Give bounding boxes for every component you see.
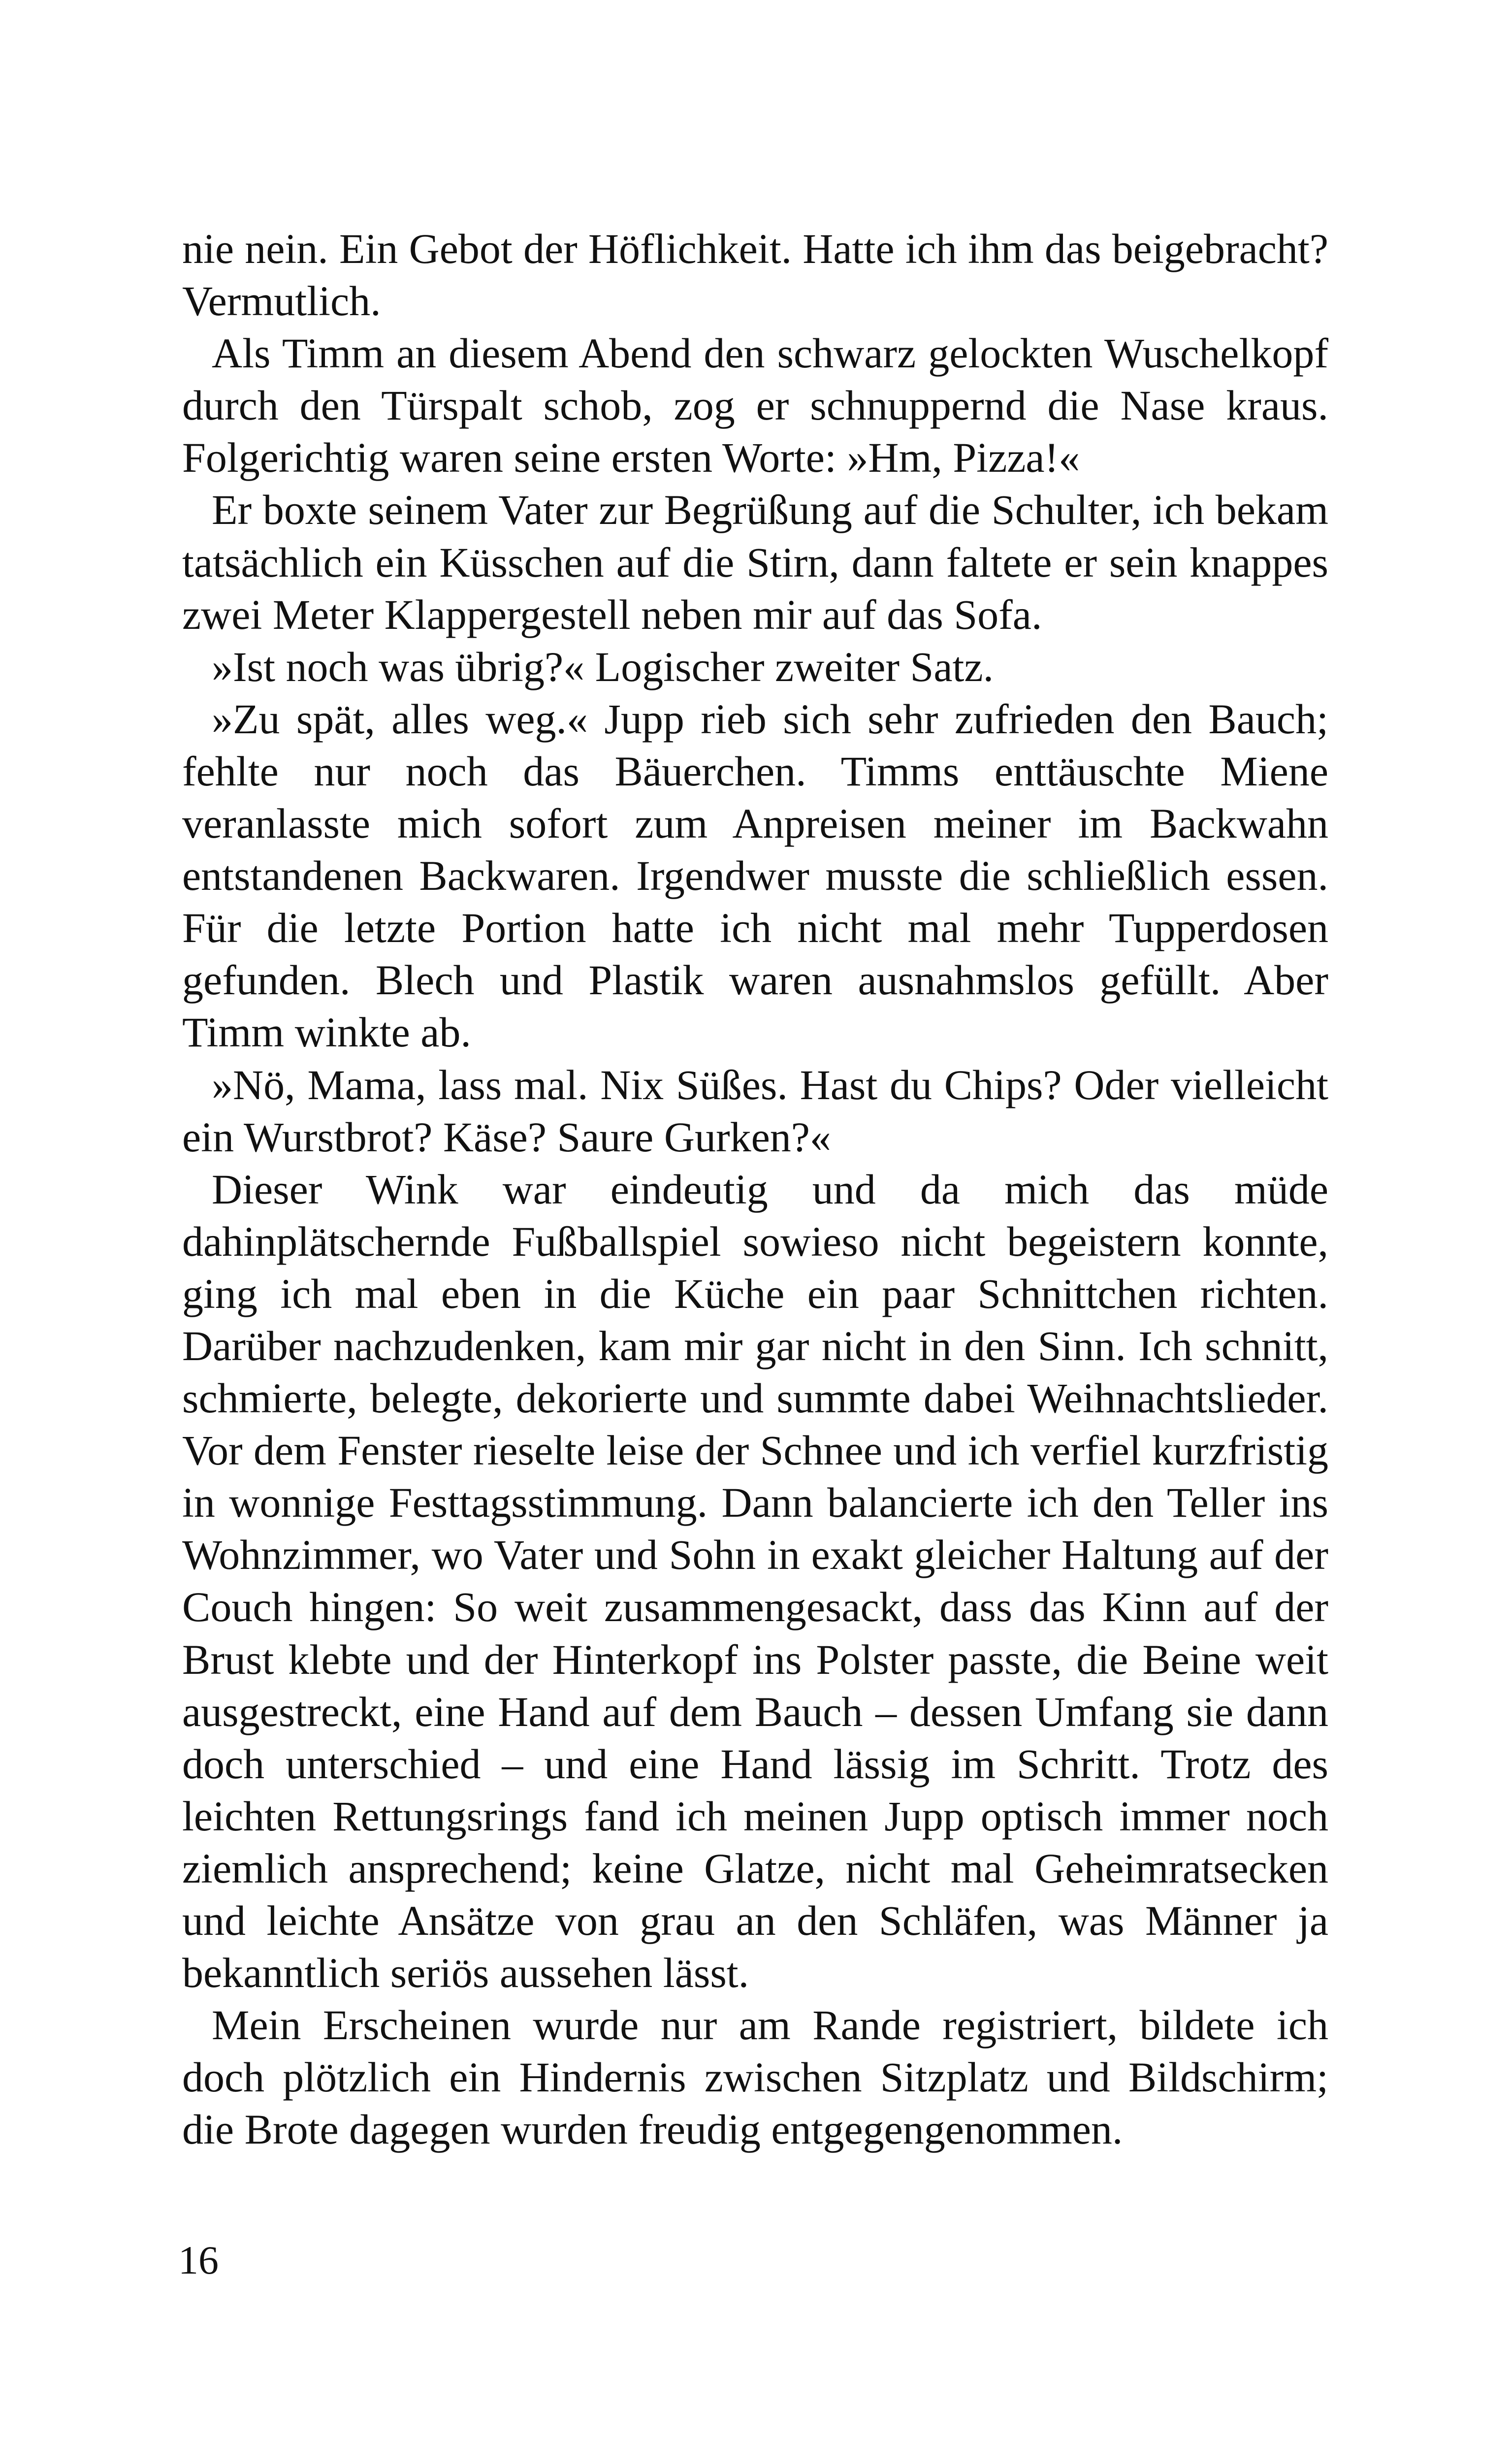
paragraph: Er boxte seinem Vater zur Begrüßung auf die Schulter, ich bekam tatsächlich ein Küsschen auf die Stirn, dann faltete er sein knappes zwei Meter Klappergestell neben mir auf das Sofa. <box>182 486 1328 638</box>
paragraph: Dieser Wink war eindeutig und da mich das müde dahinplätschernde Fußballspiel sowieso nicht begeistern konnte, ging ich mal eben in die Küche ein paar Schnittchen richten. Darüber nachzudenken, kam mir gar nicht in den Sinn. Ich schnitt, schmierte, belegte, dekorierte und summte dabei Weihnachtslieder. Vor dem Fenster rieselte leise der Schnee und ich verfiel kurzfristig in wonnige Festtagsstimmung. Dann balancierte ich den Teller ins Wohnzimmer, wo Vater und Sohn in exakt gleicher Haltung auf der Couch hingen: So weit zusammengesackt, dass das Kinn auf der Brust klebte und der Hinterkopf ins Polster passte, die Beine weit ausgestreckt, eine Hand auf dem Bauch – dessen Umfang sie dann doch unterschied – und eine Hand lässig im Schritt. Trotz des leichten Rettungsrings fand ich meinen Jupp optisch immer noch ziemlich ansprechend; keine Glatze, nicht mal Geheimratsecken und leichte Ansätze von grau an den Schläfen, was Männer ja bekanntlich seriös aussehen lässt. <box>182 1165 1328 1997</box>
paragraph: »Nö, Mama, lass mal. Nix Süßes. Hast du Chips? Oder vielleicht ein Wurstbrot? Käse? Saure Gurken?« <box>182 1061 1328 1161</box>
paragraph: »Ist noch was übrig?« Logischer zweiter Satz. <box>212 643 994 690</box>
page-number: 16 <box>178 2238 219 2282</box>
body-text <box>182 223 1328 2155</box>
paragraph: nie nein. Ein Gebot der Höflichkeit. Hatte ich ihm das beigebracht? Vermutlich. <box>182 225 1328 325</box>
paragraph: Mein Erscheinen wurde nur am Rande registriert, bildete ich doch plötzlich ein Hindernis zwischen Sitzplatz und Bildschirm; die Brote dagegen wurden freudig entgegengenommen. <box>182 2001 1328 2153</box>
paragraph: Als Timm an diesem Abend den schwarz gelockten Wuschelkopf durch den Türspalt schob, zog er schnuppernd die Nase kraus. Folgerichtig waren seine ersten Worte: »Hm, Pizza!« <box>182 329 1328 482</box>
paragraph: »Zu spät, alles weg.« Jupp rieb sich sehr zufrieden den Bauch; fehlte nur noch das Bäuerchen. Timms enttäuschte Miene veranlasste mich sofort zum Anpreisen meiner im Backwahn entstandenen Backwaren. Irgendwer musste die schließlich essen. Für die letzte Portion hatte ich nicht mal mehr Tupperdosen gefunden. Blech und Plastik waren ausnahmslos gefüllt. Aber Timm winkte ab. <box>182 695 1328 1056</box>
